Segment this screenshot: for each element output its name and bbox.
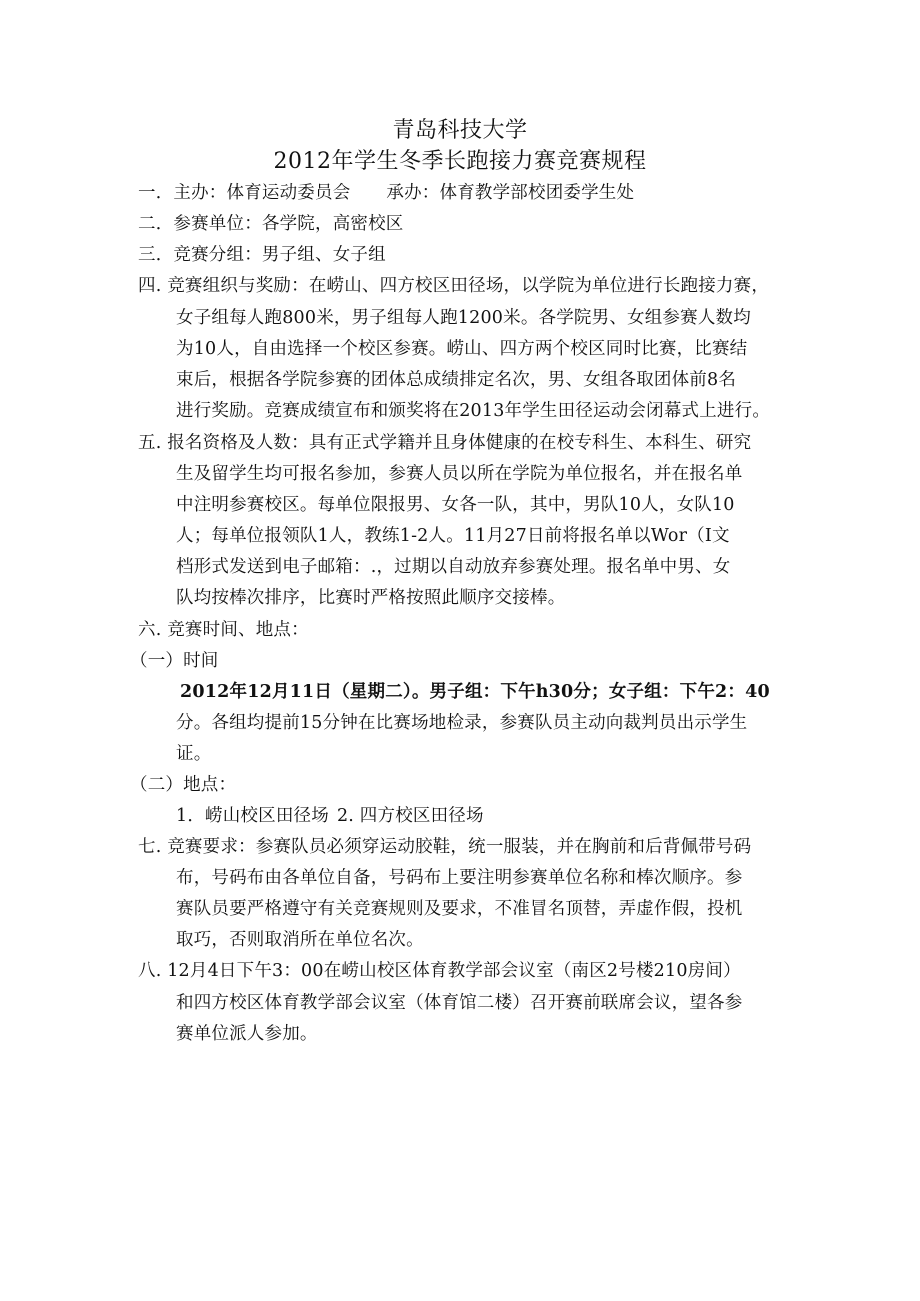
place-laoshan: 1．崂山校区田径场 [176,806,329,826]
section-5-line: 中注明参赛校区。每单位限报男、女各一队，其中，男队10人，女队10 [176,495,735,515]
section-5-line: 生及留学生均可报名参加，参赛人员以所在学院为单位报名，并在报名单 [176,464,743,484]
section-1 [138,180,634,206]
section-4-line: 为10人，自由选择一个校区参赛。崂山、四方两个校区同时比赛，比赛结 [176,339,748,359]
section-6-time-line: 分。各组均提前15分钟在比赛场地检录，参赛队员主动向裁判员出示学生 [176,713,748,733]
section-4-line: 束后，根据各学院参赛的团体总成绩排定名次，男、女组各取团体前8名 [176,370,737,390]
section-1-host: 承办：体育教学部校团委学生处 [386,183,635,203]
section-7-line: 取巧，否则取消所在单位名次。 [176,930,424,950]
section-3-marker: 三 [138,245,156,265]
section-8-line: 八. 12月4日下午3：00在崂山校区体育教学部会议室（南区2号楼210房间） [138,961,741,981]
section-6-time-line: 证。 [176,744,212,764]
section-4-line: 四. 竞赛组织与奖励：在崂山、四方校区田径场，以学院为单位进行长跑接力赛， [138,276,770,296]
section-7-line: 赛队员要严格遵守有关竞赛规则及要求，不准冒名顶替，弄虚作假，投机 [176,899,743,919]
section-6-places [176,803,484,829]
section-4-line: 女子组每人跑800米，男子组每人跑1200米。各学院男、女组参赛人数均 [176,308,751,328]
document-title-event: 2012年学生冬季长跑接力赛竞赛规程 [273,149,647,174]
section-5-line: 队均按棒次排序，比赛时严格按照此顺序交接棒。 [176,588,566,608]
section-2-text: ．参赛单位：各学院，高密校区 [155,214,404,234]
section-5-line: 档形式发送到电子邮箱：.，过期以自动放弃参赛处理。报名单中男、女 [176,557,731,577]
section-7-line: 七. 竞赛要求：参赛队员必须穿运动胶鞋，统一服装，并在胸前和后背佩带号码 [138,837,752,857]
section-3-text: ．竞赛分组：男子组、女子组 [155,245,386,265]
document-title-school: 青岛科技大学 [392,118,528,143]
section-3 [138,242,386,268]
section-5-line: 人；每单位报领队1人，教练1-2人。11月27日前将报名单以Wor（I文 [176,526,730,546]
section-6-heading: 六. 竞赛时间、地点： [138,620,309,640]
section-6-time-line: 2012年12月11日（星期二）。男子组：下午h30分；女子组：下午2：40 [180,682,770,702]
section-7-line: 布，号码布由各单位自备，号码布上要注明参赛单位名称和棒次顺序。参 [176,868,743,888]
section-6-place-subheading: （二）地点： [130,775,237,795]
section-8-line: 赛单位派人参加。 [176,1024,318,1044]
section-6-time-subheading: （一）时间 [130,651,219,671]
place-sifang: 2. 四方校区田径场 [336,806,484,826]
section-2-marker: 二 [138,214,156,234]
section-2 [138,211,404,237]
section-1-marker: 一 [138,183,156,203]
section-1-organizer: ．主办：体育运动委员会 [155,183,351,203]
section-8-line: 和四方校区体育教学部会议室（体育馆二楼）召开赛前联席会议，望各参 [176,993,743,1013]
section-4-line: 进行奖励。竞赛成绩宣布和颁奖将在2013年学生田径运动会闭幕式上进行。 [176,401,771,421]
section-5-line: 五. 报名资格及人数：具有正式学籍并且身体健康的在校专科生、本科生、研究 [138,433,752,453]
